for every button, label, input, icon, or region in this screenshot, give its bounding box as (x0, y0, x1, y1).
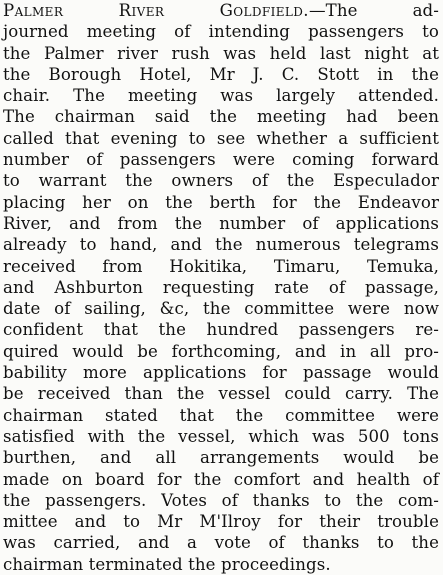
article-line-22: burthen, and all arrangements would be (3, 448, 439, 468)
article-line-10: placing her on the berth for the Endeavor (3, 192, 439, 212)
article-line-25: mittee and to Mr M'Ilroy for their trouble (3, 512, 439, 532)
article-line-17: quired would be forthcoming, and in all pro- (3, 341, 439, 361)
article-headline: Palmer River Goldfield. (3, 1, 309, 20)
article-line-11: River, and from the number of applications (3, 213, 439, 233)
article-line-12: already to hand, and the numerous telegrams (3, 235, 439, 255)
article-line-14: and Ashburton requesting rate of passage, (3, 277, 439, 297)
article-line-13: received from Hokitika, Timaru, Temuka, (3, 256, 439, 276)
article-line-1-text: —The ad- (308, 1, 439, 20)
article-line-18: bability more applications for passage would (3, 363, 439, 383)
article-line-15: date of sailing, &c, the committee were now (3, 299, 439, 319)
article-line-9: to warrant the owners of the Especulador (3, 171, 439, 191)
article-line-6: The chairman said the meeting had been (3, 107, 439, 127)
article-line-3: the Palmer river rush was held last night at (3, 43, 439, 63)
article-line-27: chairman terminated the proceedings. (3, 554, 331, 574)
article-line-24: the passengers. Votes of thanks to the com- (3, 490, 439, 510)
article-line-26: was carried, and a vote of thanks to the (3, 533, 439, 553)
article-line-4: the Borough Hotel, Mr J. C. Stott in the (3, 64, 439, 84)
article-line-2: journed meeting of intending passengers to (3, 22, 439, 42)
article-line-23: made on board for the comfort and health of (3, 469, 439, 489)
article-line-1 (3, 0, 439, 21)
article-line-21: satisfied with the vessel, which was 500 tons (3, 426, 439, 446)
article-line-5: chair. The meeting was largely attended. (3, 86, 439, 106)
article-line-8: number of passengers were coming forward (3, 150, 439, 170)
article-line-19: be received than the vessel could carry. The (3, 384, 439, 404)
article-line-20: chairman stated that the committee were (3, 405, 439, 425)
article-line-7: called that evening to see whether a sufficient (3, 128, 439, 148)
article-line-16: confident that the hundred passengers re- (3, 320, 439, 340)
